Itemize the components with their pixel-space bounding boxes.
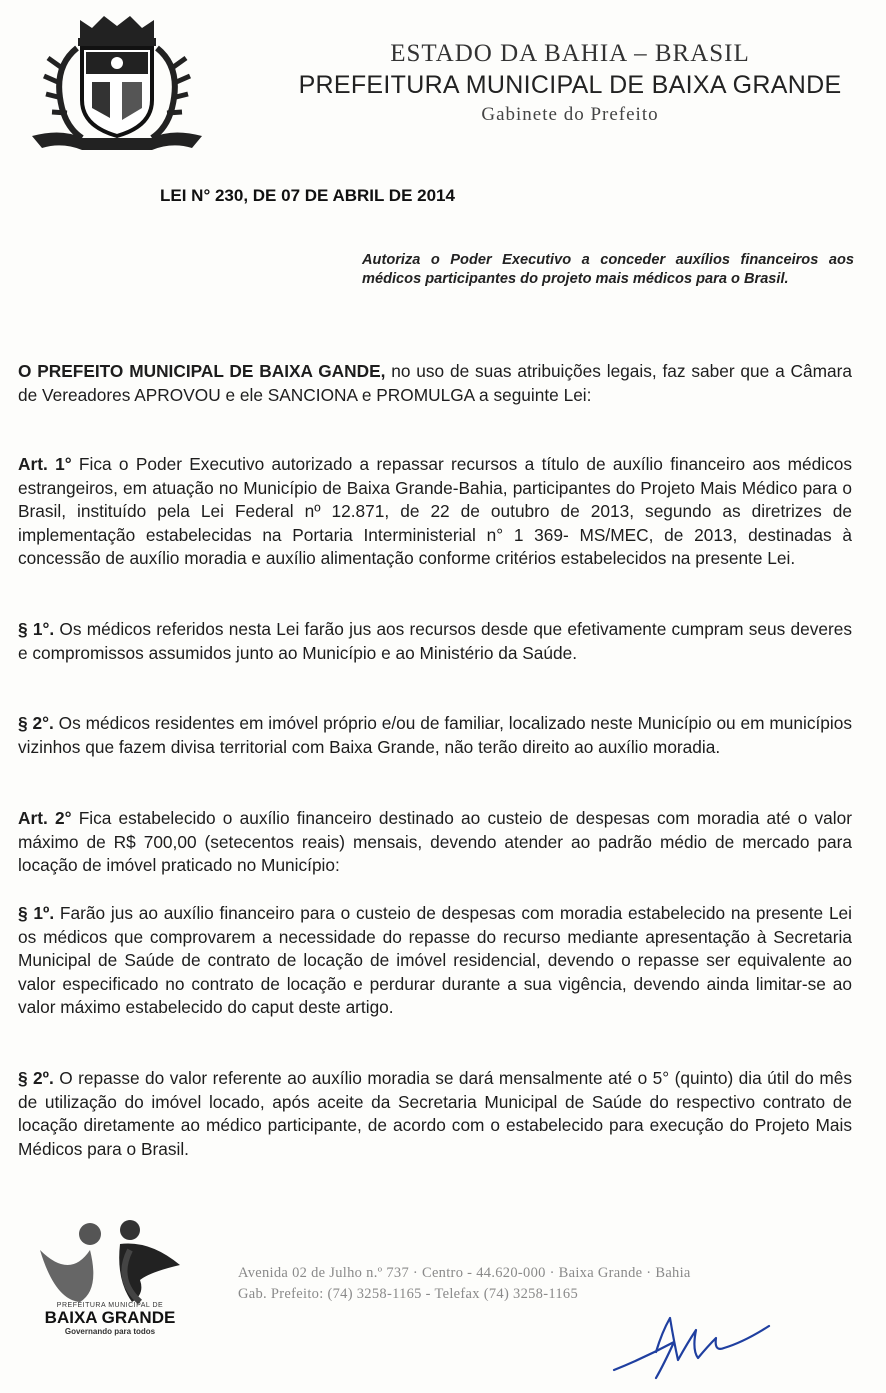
article-1-text: Fica o Poder Executivo autorizado a repassar recursos a título de auxílio financeiro aos médicos estrangeiros, em atuação no Município de Baixa Grande-Bahia, participantes do Projeto Mais Médico para o Brasil, instituído pela Lei Federal nº 12.871, de 22 de outubro de 2013, segundo as diretrizes de implementação estabelecidas na Portaria Interministerial n° 1 369- MS/MEC, de 2013, destinadas à concessão de auxílio moradia e auxílio alimentação conforme critérios estabelecidos na presente Lei. <box>18 454 852 568</box>
preamble-text: no uso de suas atribuições legais, faz saber que a Câmara de Vereadores APROVOU e ele SANCIONA e PROMULGA a seguinte Lei: <box>18 361 852 405</box>
law-ementa: Autoriza o Poder Executivo a conceder auxílios financeiros aos médicos participantes do projeto mais médicos para o Brasil. <box>362 252 854 287</box>
article-2-label: Art. 2° <box>18 808 72 828</box>
office-line: Gabinete do Prefeito <box>481 104 659 125</box>
article-2-text: Fica estabelecido o auxílio financeiro destinado ao custeio de despesas com moradia até o valor máximo de R$ 700,00 (setecentos reais) mensais, devendo atender ao padrão médio de mercado para locação de imóvel praticado no Município: <box>18 808 853 875</box>
article-1-paragraph-2-text: Os médicos residentes em imóvel próprio e/ou de familiar, localizado neste Município ou em municípios vizinhos que fazem divisa territorial com Baixa Grande, não terão direito ao auxílio moradia. <box>18 713 852 757</box>
address-line-2: Gab. Prefeito: (74) 3258-1165 - Telefax (74) 3258-1165 <box>238 1286 579 1302</box>
logo-slogan: Governando para todos <box>64 1327 156 1336</box>
article-2-paragraph-1-label: § 1º. <box>18 903 55 923</box>
logo-caption <box>20 1302 200 1336</box>
article-2-paragraph-2-label: § 2º. <box>18 1068 54 1088</box>
preamble <box>18 360 852 407</box>
article-2-paragraph-2 <box>18 1067 852 1161</box>
article-1-paragraph-1-label: § 1°. <box>18 619 55 639</box>
article-2-paragraph-2-text: O repasse do valor referente ao auxílio moradia se dará mensalmente até o 5° (quinto) dia útil do mês de utilização do imóvel locado, após aceite da Secretaria Municipal de Saúde do respectivo contrato de locação diretamente ao médico participante, de acordo com o estabelecido para execução do Projeto Mais Médicos para o Brasil. <box>18 1068 853 1159</box>
state-line: ESTADO DA BAHIA – BRASIL <box>390 40 750 67</box>
footer-address <box>238 1263 858 1305</box>
logo-name: BAIXA GRANDE <box>44 1308 176 1327</box>
article-2 <box>18 807 852 878</box>
article-2-paragraph-1 <box>18 902 852 1020</box>
article-1-label: Art. 1° <box>18 454 72 474</box>
article-1-paragraph-2-label: § 2°. <box>18 713 54 733</box>
preamble-lead: O PREFEITO MUNICIPAL DE BAIXA GANDE, <box>18 361 386 381</box>
law-title: LEI N° 230, DE 07 DE ABRIL DE 2014 <box>160 186 455 205</box>
article-1-paragraph-1 <box>18 618 852 665</box>
article-1 <box>18 453 852 571</box>
municipality-line: PREFEITURA MUNICIPAL DE BAIXA GRANDE <box>298 71 842 99</box>
article-1-paragraph-2 <box>18 712 852 759</box>
address-line-1: Avenida 02 de Julho n.º 737 · Centro - 44.620-000 · Baixa Grande · Bahia <box>238 1265 691 1281</box>
document-header <box>270 40 870 127</box>
municipal-crest-icon <box>22 8 212 158</box>
article-2-paragraph-1-text: Farão jus ao auxílio financeiro para o custeio de despesas com moradia estabelecido na presente Lei os médicos que comprovarem a necessidade do repasse do recurso mediante apresentação à Secretaria Municipal de Saúde de contrato de locação de imóvel residencial, devendo o repasse ser equivalente ao valor especificado no contrato de locação e perdurar durante a sua vigência, devendo ainda limitar-se ao valor máximo estabelecido do caput deste artigo. <box>18 903 853 1017</box>
article-1-paragraph-1-text: Os médicos referidos nesta Lei farão jus aos recursos desde que efetivamente cumpram seus deveres e compromissos assumidos junto ao Município e ao Ministério da Saúde. <box>18 619 852 663</box>
handwritten-signature-icon <box>604 1312 774 1382</box>
logo-small-text: PREFEITURA MUNICIPAL DE <box>56 1302 164 1309</box>
